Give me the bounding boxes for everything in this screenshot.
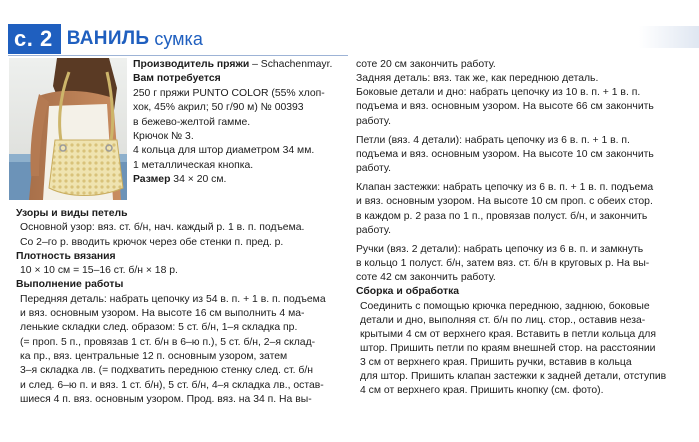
- density-heading: Плотность вязания: [16, 250, 116, 262]
- producer-label: Производитель пряжи: [133, 59, 250, 70]
- work-line: и вяз. основным узором. На высоте 16 см выполнить 4 ма-: [20, 308, 305, 320]
- work-line: 3–я складка лв. (= подхватить переднюю стенку след. ст. б/н: [20, 365, 313, 377]
- assembly-line: детали и дно, выполняя ст. б/н по лиц. стор., оставив неза-: [360, 314, 646, 326]
- assembly-line: 3 см от верхнего края. Пришить ручки, вставив в кольца: [360, 357, 632, 369]
- need-heading: Вам потребуется: [133, 73, 221, 85]
- work-line: соте 20 см закончить работу.: [356, 59, 496, 70]
- pattern-subtitle: сумка: [154, 28, 203, 49]
- bag-photo: [9, 58, 127, 200]
- work-line: шиеся 4 п. вяз. основным узором. Прод. вяз. на 34 п. На вы-: [20, 393, 312, 405]
- work-heading: Выполнение работы: [16, 279, 124, 291]
- header: [8, 24, 203, 54]
- work-line: работу.: [356, 115, 391, 127]
- materials-block: [133, 58, 343, 188]
- work-line: работу.: [356, 224, 391, 236]
- bleed-through-shade: [639, 26, 699, 48]
- assembly-line: для штор. Пришить клапан застежки к задней детали, отступив: [360, 371, 667, 383]
- producer-value: – Schachenmayr.: [249, 59, 333, 70]
- work-line: Задняя деталь: вяз. так же, как переднюю деталь.: [356, 73, 599, 85]
- work-line: и вяз. основным узором. На высоте 10 см проп. с обеих стор.: [356, 196, 653, 208]
- work-line: Боковые детали и дно: набрать цепочку из 10 в. п. + 1 в. п.: [356, 87, 641, 99]
- work-line: работу.: [356, 163, 391, 175]
- work-line: подъема и вяз. основным узором. На высоте 66 см закончить: [356, 101, 654, 113]
- work-line: в каждом р. 2 раза по 1 п., провязав полуст. б/н, и закончить: [356, 210, 648, 222]
- work-line: Клапан застежки: набрать цепочку из 6 в. п. + 1 в. п. подъема: [356, 182, 654, 194]
- size-label: Размер: [133, 174, 171, 186]
- assembly-line: Соединить с помощью крючка переднюю, заднюю, боковые: [360, 300, 650, 312]
- work-line: Передняя деталь: набрать цепочку из 54 в. п. + 1 в. п. подъема: [20, 293, 326, 305]
- assembly-line: 4 см от верхнего края. Пришить кнопку (см. фото).: [360, 385, 604, 397]
- size-line: [133, 173, 343, 187]
- materials-line: 1 металлическая кнопка.: [133, 159, 254, 171]
- materials-line: в бежево-желтой гамме.: [133, 116, 251, 128]
- bag-photo-illustration: [9, 58, 127, 200]
- materials-line: Крючок № 3.: [133, 131, 194, 143]
- patterns-line: Со 2–го р. вводить крючок через обе стенки п. пред. р.: [20, 236, 284, 248]
- assembly-line: штор. Пришить петли по краям внешней стор. на расстоянии: [360, 342, 656, 354]
- work-line: Ручки (вяз. 2 детали): набрать цепочку из 6 в. п. и замкнуть: [356, 243, 644, 255]
- producer-line: [133, 58, 343, 72]
- work-line: ленькие складки след. образом: 5 ст. б/н, 1–я складка пр.: [20, 322, 298, 334]
- work-line: подъема и вяз. основным узором. На высоте 10 см закончить: [356, 148, 654, 160]
- left-column: [16, 207, 346, 407]
- materials-line: 4 кольца для штор диаметром 34 мм.: [133, 145, 315, 157]
- patterns-line: Основной узор: вяз. ст. б/н, нач. каждый р. 1 в. п. подъема.: [20, 222, 305, 234]
- right-column: [356, 58, 694, 399]
- materials-line: хок, 45% акрил; 50 г/90 м) № 00393: [133, 102, 304, 114]
- size-value: 34 × 20 см.: [170, 174, 227, 186]
- header-divider: [8, 55, 348, 56]
- page-badge: с. 2: [8, 24, 61, 54]
- work-line: соте 42 см закончить работу.: [356, 272, 496, 284]
- assembly-line: крытыми 4 см от верхнего края. Вставить в петли кольца для: [360, 328, 656, 340]
- density-value: 10 × 10 см = 15–16 ст. б/н × 18 р.: [20, 265, 178, 277]
- work-line: Петли (вяз. 4 детали): набрать цепочку из 6 в. п. + 1 в. п.: [356, 134, 630, 146]
- materials-line: 250 г пряжи PUNTO COLOR (55% хлоп-: [133, 87, 325, 99]
- pattern-title: ВАНИЛЬ: [66, 28, 150, 49]
- work-line: (= проп. 5 п., провязав 1 ст. б/н в 6–ю п.), 5 ст. б/н, 2–я склад-: [20, 336, 316, 348]
- work-line: ка пр., вяз. центральные 12 п. основным узором, затем: [20, 350, 288, 362]
- assembly-heading: Сборка и обработка: [356, 286, 460, 298]
- patterns-heading: Узоры и виды петель: [16, 208, 128, 219]
- work-line: в кольцо 1 полуст. б/н, затем вяз. ст. б/н в круговых р. На вы-: [356, 258, 650, 270]
- work-line: и след. 6–ю п. и вяз. 1 ст. б/н), 5 ст. б/н, 4–я складка лв., остав-: [20, 379, 324, 391]
